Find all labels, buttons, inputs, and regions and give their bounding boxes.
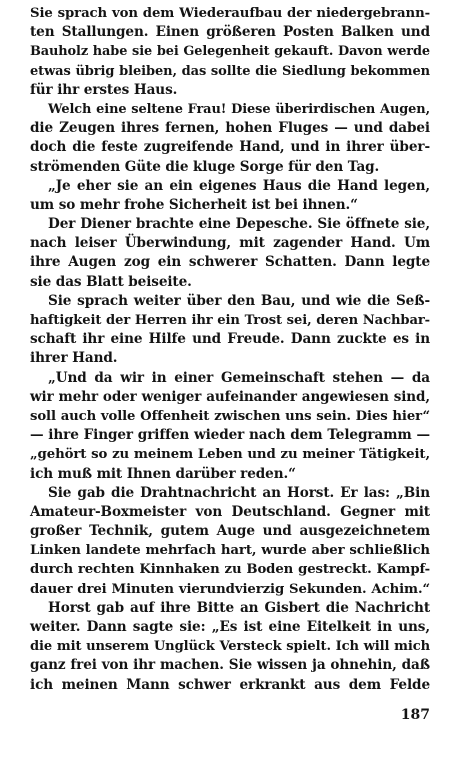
text-line: Welch eine seltene Frau! Diese überirdischen Augen, [48,101,430,117]
text-line: nach leiser Überwindung, mit zagender Hand. Um [30,235,430,252]
text-line: ihrer Hand. [30,350,118,367]
text-line: ganz frei von ihr machen. Sie wissen ja ohnehin, daß [30,657,430,674]
text-line: wir mehr oder weniger aufeinander angewiesen sind, [30,388,430,405]
text-line: weiter. Dann sagte sie: „Es ist eine Eitelkeit in uns, [30,619,430,635]
body-text [30,4,430,695]
text-line: Amateur-Boxmeister von Deutschland. Gegner mit [30,503,430,520]
text-line: durch rechten Kinnhaken zu Boden gestreckt. Kampf- [30,562,430,578]
text-line: um so mehr frohe Sicherheit ist bei ihnen.“ [30,196,358,213]
page-number: 187 [400,707,430,723]
text-line: etwas übrig bleiben, das sollte die Siedlung bekommen [30,63,430,79]
text-line: Sie gab die Drahtnachricht an Horst. Er las: „Bin [48,484,430,501]
text-line: ich muß mit Ihnen darüber reden.“ [30,465,296,482]
text-line: strömenden Güte die kluge Sorge für den Tag. [30,158,380,175]
text-line: doch die feste zugreifende Hand, und in ihrer über- [30,139,430,156]
text-line: — ihre Finger griffen wieder nach dem Telegramm — [30,427,430,444]
text-line: Der Diener brachte eine Depesche. Sie öffnete sie, [48,216,430,233]
text-line: sie das Blatt beiseite. [30,273,192,290]
text-line: Sie sprach von dem Wiederaufbau der niedergebrann- [30,6,430,21]
text-line: „Und da wir in einer Gemeinschaft stehen — da [48,369,430,386]
text-line: Linken landete mehrfach hart, wurde aber schließlich [30,543,430,559]
text-line: „Je eher sie an ein eigenes Haus die Hand legen, [48,177,430,194]
text-line: für ihr erstes Haus. [30,81,178,98]
text-line: soll auch volle Offenheit zwischen uns sein. Dies hier“ [30,408,430,424]
text-line: dauer drei Minuten vierundvierzig Sekunden. Achim.“ [30,581,430,597]
text-line: ihre Augen zog ein schwerer Schatten. Dann legte [30,254,430,271]
text-line: großer Technik, gutem Auge und ausgezeichnetem [30,523,430,540]
text-line: ten Stallungen. Einen größeren Posten Balken und [30,24,430,41]
text-line: die mit unserem Unglück Versteck spielt. Ich will mich [30,639,430,655]
text-line: schaft ihr eine Hilfe und Freude. Dann zuckte es in [30,331,430,348]
text-line: „gehört so zu meinem Leben und zu meiner Tätigkeit, [30,447,430,463]
text-line: ich meinen Mann schwer erkrankt aus dem Felde [30,676,430,693]
text-line: Bauholz habe sie bei Gelegenheit gekauft. Davon werde [30,44,430,60]
text-line: haftigkeit der Herren ihr ein Trost sei, deren Nachbar- [30,313,430,328]
text-line: Sie sprach weiter über den Bau, und wie die Seß- [48,292,430,309]
text-line: Horst gab auf ihre Bitte an Gisbert die Nachricht [48,599,430,616]
text-line: die Zeugen ihres fernen, hohen Fluges — und dabei [30,120,430,137]
